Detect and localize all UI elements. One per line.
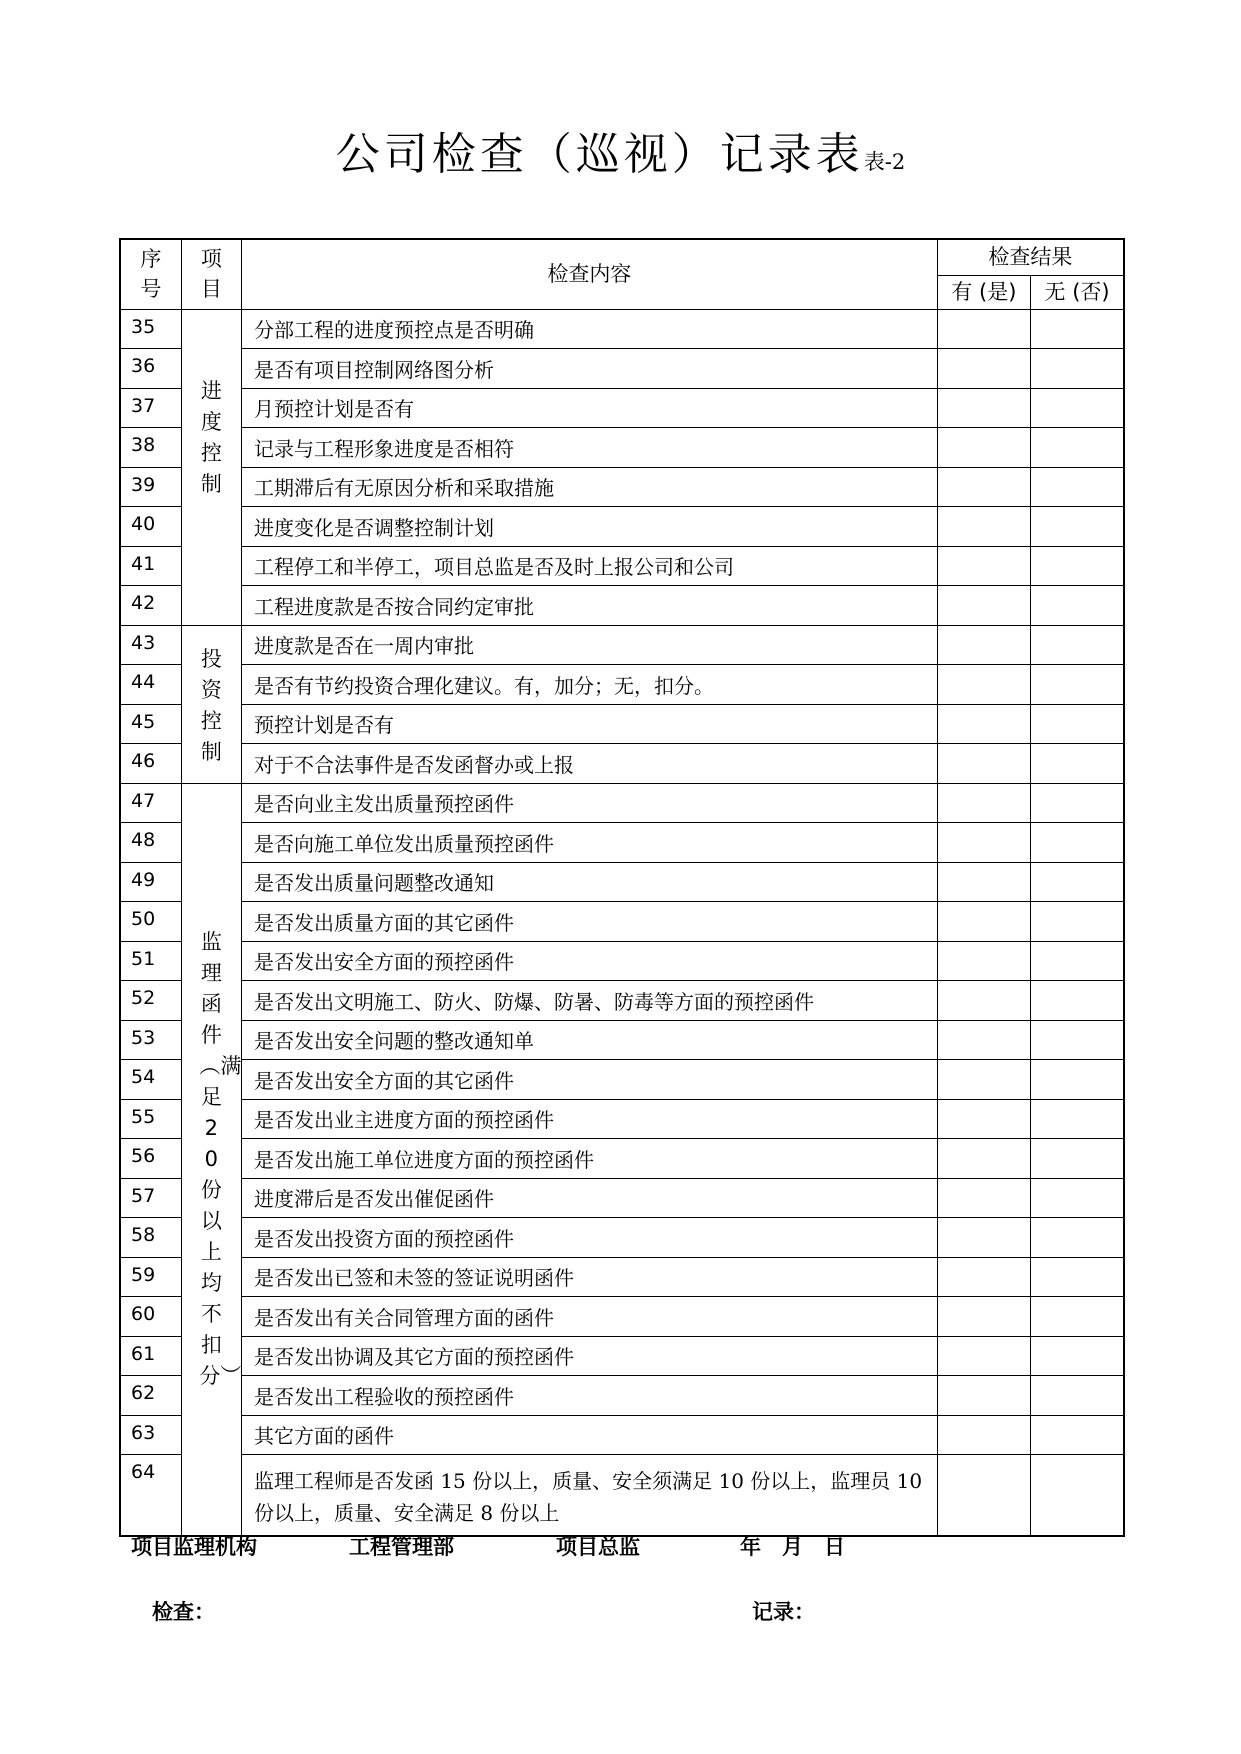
row-number: 60	[120, 1297, 181, 1337]
table-row	[120, 1020, 1124, 1060]
result-no-cell[interactable]	[1031, 309, 1124, 349]
table-row	[120, 941, 1124, 981]
result-yes-cell[interactable]	[937, 1376, 1030, 1416]
row-number: 53	[120, 1020, 181, 1060]
result-no-cell[interactable]	[1031, 1178, 1124, 1218]
table-row	[120, 388, 1124, 428]
table-row	[120, 1376, 1124, 1416]
result-no-cell[interactable]	[1031, 902, 1124, 942]
table-row	[120, 783, 1124, 823]
row-number: 42	[120, 586, 181, 626]
header-item: 项目	[181, 239, 241, 309]
result-yes-cell[interactable]	[937, 1415, 1030, 1455]
result-yes-cell[interactable]	[937, 309, 1030, 349]
check-content: 工程进度款是否按合同约定审批	[241, 586, 937, 626]
result-yes-cell[interactable]	[937, 1455, 1030, 1536]
table-row	[120, 823, 1124, 863]
result-no-cell[interactable]	[1031, 1060, 1124, 1100]
result-no-cell[interactable]	[1031, 1297, 1124, 1337]
table-row	[120, 1297, 1124, 1337]
group-label-text: 监理函件︵满足20份以上均不扣分︶	[199, 929, 242, 1388]
result-no-cell[interactable]	[1031, 428, 1124, 468]
check-content: 其它方面的函件	[241, 1415, 937, 1455]
result-no-cell[interactable]	[1031, 1099, 1124, 1139]
result-yes-cell[interactable]	[937, 349, 1030, 389]
table-row	[120, 625, 1124, 665]
check-content: 是否向业主发出质量预控函件	[241, 783, 937, 823]
result-no-cell[interactable]	[1031, 862, 1124, 902]
table-row	[120, 546, 1124, 586]
row-number: 44	[120, 665, 181, 705]
result-yes-cell[interactable]	[937, 428, 1030, 468]
table-row	[120, 1060, 1124, 1100]
table-row	[120, 1257, 1124, 1297]
check-content: 预控计划是否有	[241, 704, 937, 744]
check-content: 分部工程的进度预控点是否明确	[241, 309, 937, 349]
footer-dept: 工程管理部	[349, 1535, 454, 1559]
result-no-cell[interactable]	[1031, 546, 1124, 586]
row-number: 56	[120, 1139, 181, 1179]
row-number: 52	[120, 981, 181, 1021]
row-number: 64	[120, 1455, 181, 1536]
table-row	[120, 1139, 1124, 1179]
table-row	[120, 1099, 1124, 1139]
result-yes-cell[interactable]	[937, 507, 1030, 547]
table-row	[120, 744, 1124, 784]
footer-org: 项目监理机构	[131, 1535, 257, 1559]
check-content: 是否发出工程验收的预控函件	[241, 1376, 937, 1416]
check-content: 是否发出质量方面的其它函件	[241, 902, 937, 942]
result-no-cell[interactable]	[1031, 981, 1124, 1021]
group-label	[181, 309, 241, 625]
row-number: 39	[120, 467, 181, 507]
check-content: 是否发出文明施工、防火、防爆、防暑、防毒等方面的预控函件	[241, 981, 937, 1021]
result-yes-cell[interactable]	[937, 744, 1030, 784]
row-number: 40	[120, 507, 181, 547]
header-result: 检查结果	[937, 239, 1124, 275]
result-yes-cell[interactable]	[937, 1099, 1030, 1139]
result-yes-cell[interactable]	[937, 981, 1030, 1021]
result-yes-cell[interactable]	[937, 1178, 1030, 1218]
row-number: 63	[120, 1415, 181, 1455]
row-number: 43	[120, 625, 181, 665]
row-number: 47	[120, 783, 181, 823]
page-title	[0, 118, 1241, 182]
check-content: 是否发出质量问题整改通知	[241, 862, 937, 902]
row-number: 55	[120, 1099, 181, 1139]
result-no-cell[interactable]	[1031, 823, 1124, 863]
check-content: 记录与工程形象进度是否相符	[241, 428, 937, 468]
row-number: 57	[120, 1178, 181, 1218]
row-number: 36	[120, 349, 181, 389]
result-no-cell[interactable]	[1031, 941, 1124, 981]
group-label-text: 进度控制	[200, 378, 222, 496]
result-no-cell[interactable]	[1031, 1020, 1124, 1060]
table-row	[120, 1218, 1124, 1258]
header-no: 无 (否)	[1031, 275, 1124, 309]
result-yes-cell[interactable]	[937, 783, 1030, 823]
table-row	[120, 507, 1124, 547]
table-row	[120, 981, 1124, 1021]
result-no-cell[interactable]	[1031, 1415, 1124, 1455]
result-no-cell[interactable]	[1031, 1455, 1124, 1536]
row-number: 41	[120, 546, 181, 586]
row-number: 59	[120, 1257, 181, 1297]
result-no-cell[interactable]	[1031, 783, 1124, 823]
check-content: 是否发出已签和未签的签证说明函件	[241, 1257, 937, 1297]
group-label	[181, 625, 241, 783]
row-number: 61	[120, 1336, 181, 1376]
group-label	[181, 783, 241, 1536]
result-yes-cell[interactable]	[937, 941, 1030, 981]
result-no-cell[interactable]	[1031, 388, 1124, 428]
table-row	[120, 1415, 1124, 1455]
footer-check: 检查：	[152, 1600, 215, 1624]
result-yes-cell[interactable]	[937, 1336, 1030, 1376]
result-yes-cell[interactable]	[937, 665, 1030, 705]
row-number: 45	[120, 704, 181, 744]
inspection-record-table	[119, 238, 1125, 1537]
check-content: 是否有项目控制网络图分析	[241, 349, 937, 389]
result-yes-cell[interactable]	[937, 1218, 1030, 1258]
result-no-cell[interactable]	[1031, 586, 1124, 626]
check-content: 是否发出业主进度方面的预控函件	[241, 1099, 937, 1139]
result-yes-cell[interactable]	[937, 704, 1030, 744]
table-row	[120, 349, 1124, 389]
result-yes-cell[interactable]	[937, 862, 1030, 902]
footer-record: 记录：	[752, 1600, 815, 1624]
check-content: 进度滞后是否发出催促函件	[241, 1178, 937, 1218]
result-no-cell[interactable]	[1031, 1218, 1124, 1258]
result-no-cell[interactable]	[1031, 704, 1124, 744]
result-yes-cell[interactable]	[937, 1020, 1030, 1060]
result-yes-cell[interactable]	[937, 902, 1030, 942]
row-number: 35	[120, 309, 181, 349]
check-content: 是否发出安全方面的其它函件	[241, 1060, 937, 1100]
result-yes-cell[interactable]	[937, 388, 1030, 428]
check-content: 是否发出有关合同管理方面的函件	[241, 1297, 937, 1337]
check-content: 是否发出安全方面的预控函件	[241, 941, 937, 981]
row-number: 51	[120, 941, 181, 981]
result-no-cell[interactable]	[1031, 1336, 1124, 1376]
result-no-cell[interactable]	[1031, 1139, 1124, 1179]
row-number: 46	[120, 744, 181, 784]
header-yes: 有 (是)	[937, 275, 1030, 309]
row-number: 48	[120, 823, 181, 863]
row-number: 50	[120, 902, 181, 942]
footer-director: 项目总监	[556, 1535, 640, 1559]
result-no-cell[interactable]	[1031, 1376, 1124, 1416]
result-yes-cell[interactable]	[937, 586, 1030, 626]
check-content: 是否发出协调及其它方面的预控函件	[241, 1336, 937, 1376]
row-number: 49	[120, 862, 181, 902]
result-yes-cell[interactable]	[937, 1257, 1030, 1297]
title-text: 公司检查（巡视）记录表	[335, 129, 864, 180]
table-row	[120, 467, 1124, 507]
check-content: 是否发出投资方面的预控函件	[241, 1218, 937, 1258]
result-no-cell[interactable]	[1031, 665, 1124, 705]
result-no-cell[interactable]	[1031, 507, 1124, 547]
result-yes-cell[interactable]	[937, 1060, 1030, 1100]
table-row	[120, 862, 1124, 902]
result-yes-cell[interactable]	[937, 823, 1030, 863]
row-number: 38	[120, 428, 181, 468]
check-content: 月预控计划是否有	[241, 388, 937, 428]
check-content: 对于不合法事件是否发函督办或上报	[241, 744, 937, 784]
result-yes-cell[interactable]	[937, 625, 1030, 665]
check-content: 进度款是否在一周内审批	[241, 625, 937, 665]
result-no-cell[interactable]	[1031, 467, 1124, 507]
header-seq: 序号	[120, 239, 181, 309]
row-number: 58	[120, 1218, 181, 1258]
table-row	[120, 1178, 1124, 1218]
check-content: 是否向施工单位发出质量预控函件	[241, 823, 937, 863]
check-content: 进度变化是否调整控制计划	[241, 507, 937, 547]
footer-date: 年 月 日	[740, 1535, 845, 1559]
result-no-cell[interactable]	[1031, 744, 1124, 784]
row-number: 54	[120, 1060, 181, 1100]
result-no-cell[interactable]	[1031, 625, 1124, 665]
result-yes-cell[interactable]	[937, 546, 1030, 586]
title-suffix: 表-2	[863, 150, 906, 174]
row-number: 37	[120, 388, 181, 428]
group-label-text: 投资控制	[200, 646, 222, 764]
table-row	[120, 428, 1124, 468]
row-number: 62	[120, 1376, 181, 1416]
check-content: 监理工程师是否发函 15 份以上，质量、安全须满足 10 份以上，监理员 10 份以上，质量、安全满足 8 份以上	[241, 1455, 937, 1536]
table-row	[120, 1336, 1124, 1376]
result-yes-cell[interactable]	[937, 467, 1030, 507]
table-row	[120, 902, 1124, 942]
table-row	[120, 704, 1124, 744]
table-row	[120, 1455, 1124, 1536]
result-no-cell[interactable]	[1031, 349, 1124, 389]
table-row	[120, 586, 1124, 626]
result-no-cell[interactable]	[1031, 1257, 1124, 1297]
check-content: 是否有节约投资合理化建议。有，加分；无，扣分。	[241, 665, 937, 705]
table-row	[120, 665, 1124, 705]
check-content: 是否发出安全问题的整改通知单	[241, 1020, 937, 1060]
result-yes-cell[interactable]	[937, 1139, 1030, 1179]
result-yes-cell[interactable]	[937, 1297, 1030, 1337]
check-content: 是否发出施工单位进度方面的预控函件	[241, 1139, 937, 1179]
table-row	[120, 309, 1124, 349]
header-content: 检查内容	[241, 239, 937, 309]
check-content: 工程停工和半停工，项目总监是否及时上报公司和公司	[241, 546, 937, 586]
check-content: 工期滞后有无原因分析和采取措施	[241, 467, 937, 507]
